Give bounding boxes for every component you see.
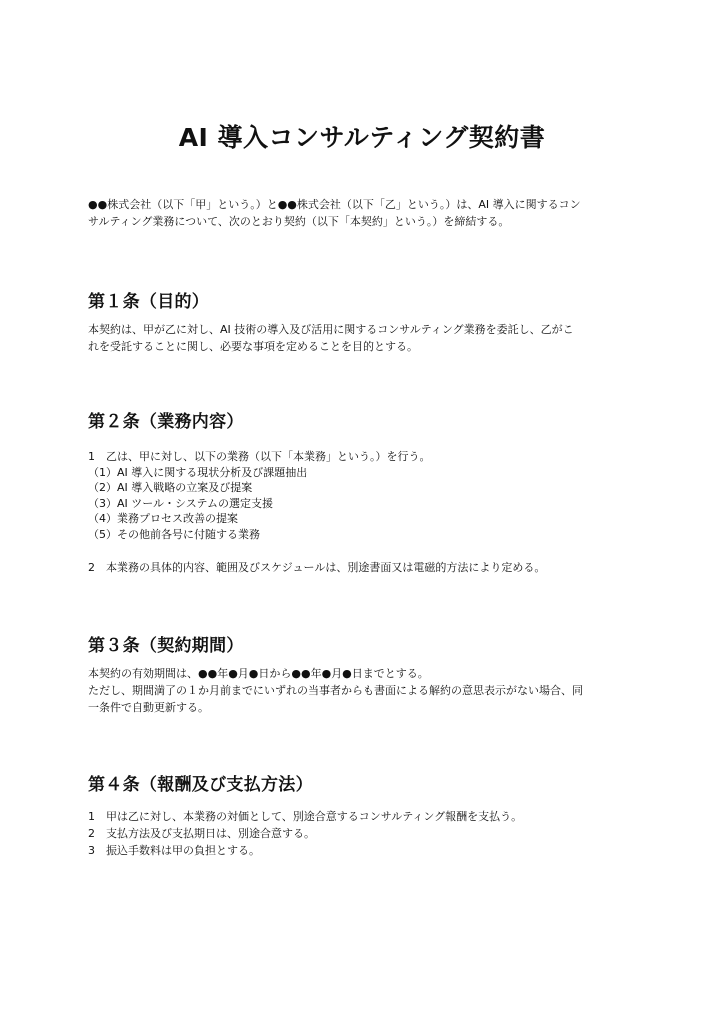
article-line: れを受託することに関し、必要な事項を定めることを目的とする。 — [88, 340, 418, 353]
article-2-clause-2 — [88, 559, 648, 576]
list-item: （4）業務プロセス改善の提案 — [88, 512, 238, 525]
article-1-heading: 第１条（目的） — [88, 292, 210, 312]
article-line: 3 振込手数料は甲の負担とする。 — [88, 844, 260, 857]
article-2-body — [88, 449, 648, 542]
document-title: AI 導入コンサルティング契約書 — [178, 123, 546, 152]
preamble-line: ●●株式会社（以下「甲」という。）と●●株式会社（以下「乙」という。）は、AI 導入に関するコン — [88, 198, 581, 211]
article-3-heading: 第３条（契約期間） — [88, 636, 244, 656]
article-line: 1 乙は、甲に対し、以下の業務（以下「本業務」という。）を行う。 — [88, 450, 431, 463]
article-line: 一条件で自動更新する。 — [88, 701, 209, 714]
article-4-body — [88, 808, 648, 859]
preamble-line: サルティング業務について、次のとおり契約（以下「本契約」という。）を締結する。 — [88, 215, 510, 228]
article-line: ただし、期間満了の１か月前までにいずれの当事者からも書面による解約の意思表示がない場合、同 — [88, 684, 583, 697]
list-item: （1）AI 導入に関する現状分析及び課題抽出 — [88, 465, 308, 479]
article-line: 本契約の有効期間は、●●年●月●日から●●年●月●日までとする。 — [88, 667, 429, 680]
article-2-heading: 第２条（業務内容） — [88, 412, 244, 432]
article-1-body — [88, 321, 648, 355]
list-item: （5）その他前各号に付随する業務 — [88, 527, 260, 541]
article-line: 1 甲は乙に対し、本業務の対価として、別途合意するコンサルティング報酬を支払う。 — [88, 810, 523, 823]
list-item: （2）AI 導入戦略の立案及び提案 — [88, 481, 253, 494]
article-line: 本契約は、甲が乙に対し、AI 技術の導入及び活用に関するコンサルティング業務を委託し、乙がこ — [88, 323, 574, 336]
article-3-body — [88, 665, 648, 716]
preamble — [88, 196, 648, 230]
article-4-heading: 第４条（報酬及び支払方法） — [88, 775, 313, 795]
list-item: （3）AI ツール・システムの選定支援 — [88, 496, 273, 510]
article-line: 2 支払方法及び支払期日は、別途合意する。 — [88, 827, 315, 840]
article-line: 2 本業務の具体的内容、範囲及びスケジュールは、別途書面又は電磁的方法により定める。 — [88, 561, 546, 574]
